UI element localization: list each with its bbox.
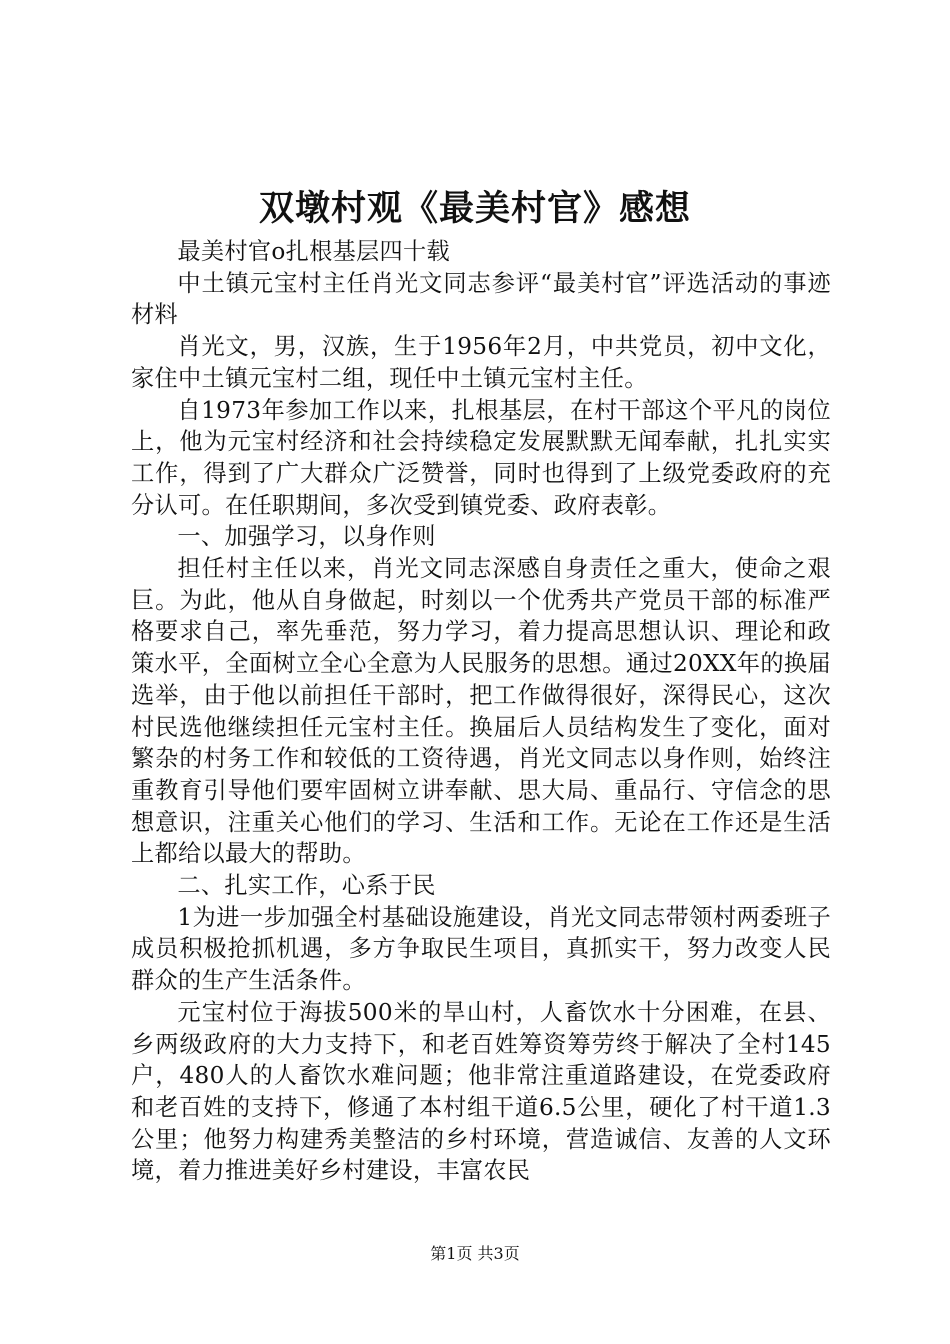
body-paragraph: 元宝村位于海拔500米的旱山村，人畜饮水十分困难，在县、乡两级政府的大力支持下，和老百姓筹资筹劳终于解决了全村145户，480人的人畜饮水难问题；他非常注重道路建设，在党委政府和老百姓的支持下，修通了本村组干道6.5公里，硬化了村干道1.3公里；他努力构建秀美整洁的乡村环境，营造诚信、友善的人文环境，着力推进美好乡村建设，丰富农民 bbox=[131, 998, 831, 1185]
body-paragraph: 担任村主任以来，肖光文同志深感自身责任之重大，使命之艰巨。为此，他从自身做起，时刻以一个优秀共产党员干部的标准严格要求自己，率先垂范，努力学习，着力提高思想认识、理论和政策水平，全面树立全心全意为人民服务的思想。通过20XX年的换届选举，由于他以前担任干部时，把工作做得很好，深得民心，这次村民选他继续担任元宝村主任。换届后人员结构发生了变化，面对繁杂的村务工作和较低的工资待遇，肖光文同志以身作则，始终注重教育引导他们要牢固树立讲奉献、思大局、重品行、守信念的思想意识，注重关心他们的学习、生活和工作。无论在工作还是生活上都给以最大的帮助。 bbox=[131, 555, 831, 868]
section-heading: 二、扎实工作，心系于民 bbox=[177, 872, 436, 900]
document-body bbox=[131, 236, 831, 1187]
document-title: 双墩村观《最美村官》感想 bbox=[258, 188, 691, 229]
subtitle-paragraph: 最美村官o扎根基层四十载 bbox=[177, 238, 451, 265]
heading-paragraph: 中土镇元宝村主任肖光文同志参评“最美村官”评选活动的事迹材料 bbox=[131, 269, 831, 329]
body-paragraph: 肖光文，男，汉族，生于1956年2月，中共党员，初中文化，家住中土镇元宝村二组，现任中土镇元宝村主任。 bbox=[131, 333, 831, 392]
body-paragraph: 自1973年参加工作以来，扎根基层，在村干部这个平凡的岗位上，他为元宝村经济和社会持续稳定发展默默无闻奉献，扎扎实实工作，得到了广大群众广泛赞誉，同时也得到了上级党委政府的充分认可。在任职期间，多次受到镇党委、政府表彰。 bbox=[131, 396, 831, 519]
section-heading: 一、加强学习，以身作则 bbox=[177, 523, 436, 551]
body-paragraph: 1为进一步加强全村基础设施建设，肖光文同志带领村两委班子成员积极抢抓机遇，多方争取民生项目，真抓实干，努力改变人民群众的生产生活条件。 bbox=[131, 903, 831, 995]
page-number: 第1页 共3页 bbox=[430, 1244, 520, 1263]
